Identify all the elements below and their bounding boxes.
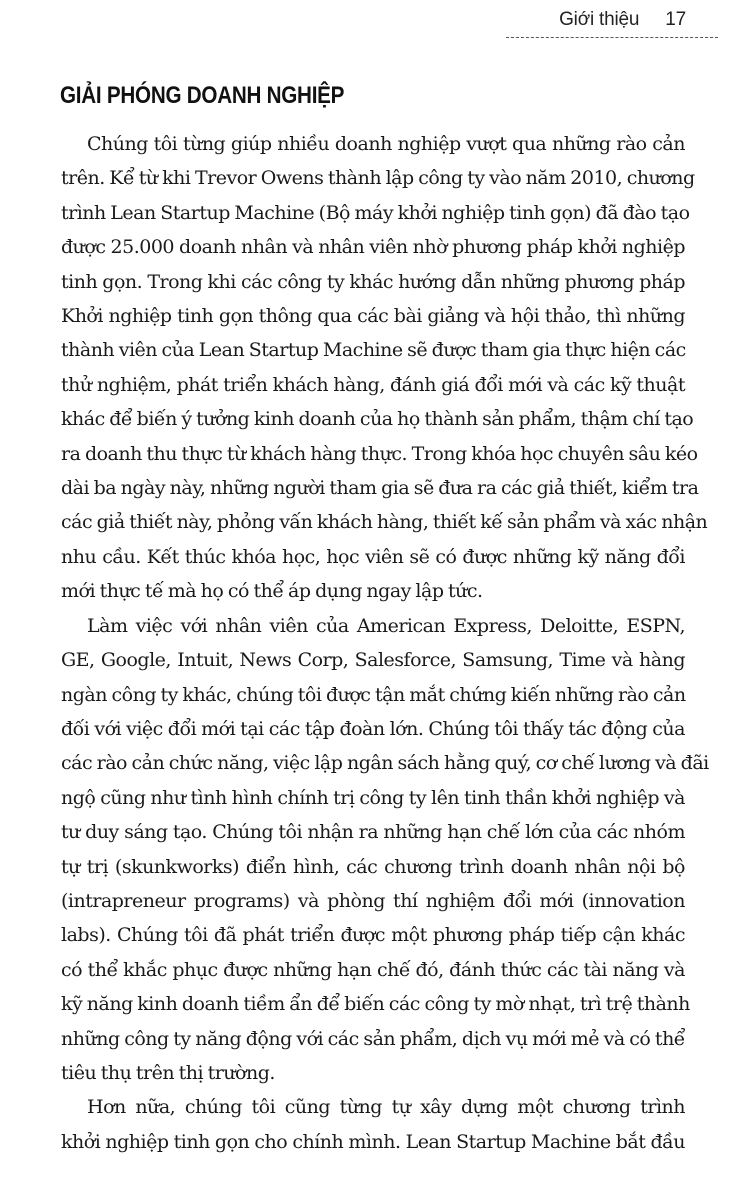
section-heading: GIẢI PHÓNG DOANH NGHIỆP	[60, 82, 345, 109]
text-line: ra doanh thu thực từ khách hàng thực. Trong khóa học chuyên sâu kéo	[61, 442, 698, 465]
text-line: được 25.000 doanh nhân và nhân viên nhờ phương pháp khởi nghiệp	[61, 236, 685, 259]
paragraph	[61, 127, 708, 609]
text-line: các rào cản chức năng, việc lập ngân sách hằng quý, cơ chế lương và đãi	[61, 752, 709, 775]
paragraph	[61, 609, 709, 1091]
text-line: những công ty năng động với các sản phẩm, dịch vụ mới mẻ và có thể	[61, 1027, 685, 1050]
text-line: có thể khắc phục được những hạn chế đó, đánh thức các tài năng và	[61, 958, 685, 981]
text-line: Khởi nghiệp tinh gọn thông qua các bài giảng và hội thảo, thì những	[61, 305, 685, 328]
text-line: khác để biến ý tưởng kinh doanh của họ thành sản phẩm, thậm chí tạo	[61, 408, 694, 431]
header-section-title: Giới thiệu	[559, 9, 640, 30]
text-line: ngộ cũng như tình hình chính trị công ty lên tinh thần khởi nghiệp và	[61, 786, 685, 809]
page-number: 17	[665, 9, 686, 30]
text-line: các giả thiết này, phỏng vấn khách hàng, thiết kế sản phẩm và xác nhận	[61, 511, 708, 534]
text-line: (intrapreneur programs) và phòng thí nghiệm đổi mới (innovation	[61, 889, 685, 912]
text-line: Làm việc với nhân viên của American Express, Deloitte, ESPN,	[87, 614, 685, 637]
text-line: mới thực tế mà họ có thể áp dụng ngay lập tức.	[61, 580, 483, 603]
text-line: trình Lean Startup Machine (Bộ máy khởi nghiệp tinh gọn) đã đào tạo	[61, 201, 690, 224]
text-line: Hơn nữa, chúng tôi cũng từng tự xây dựng một chương trình	[87, 1096, 685, 1119]
text-line: tự trị (skunkworks) điển hình, các chương trình doanh nhân nội bộ	[61, 855, 685, 878]
text-line: tiêu thụ trên thị trường.	[61, 1061, 275, 1084]
text-line: thành viên của Lean Startup Machine sẽ được tham gia thực hiện các	[61, 339, 686, 362]
text-line: kỹ năng kinh doanh tiềm ẩn để biến các công ty mờ nhạt, trì trệ thành	[61, 993, 690, 1016]
text-line: dài ba ngày này, những người tham gia sẽ đưa ra các giả thiết, kiểm tra	[61, 477, 699, 500]
text-line: đối với việc đổi mới tại các tập đoàn lớn. Chúng tôi thấy tác động của	[61, 717, 685, 740]
paragraph	[61, 1090, 685, 1159]
text-line: labs). Chúng tôi đã phát triển được một phương pháp tiếp cận khác	[61, 924, 685, 947]
text-line: GE, Google, Intuit, News Corp, Salesforce, Samsung, Time và hàng	[61, 649, 685, 672]
text-line: tinh gọn. Trong khi các công ty khác hướng dẫn những phương pháp	[61, 270, 685, 293]
header-divider	[506, 37, 718, 38]
text-line: Chúng tôi từng giúp nhiều doanh nghiệp vượt qua những rào cản	[87, 133, 685, 155]
text-line: khởi nghiệp tinh gọn cho chính mình. Lean Startup Machine bắt đầu	[61, 1130, 685, 1153]
text-line: thử nghiệm, phát triển khách hàng, đánh giá đổi mới và các kỹ thuật	[61, 373, 685, 396]
text-line: trên. Kể từ khi Trevor Owens thành lập công ty vào năm 2010, chương	[61, 167, 695, 190]
body-text	[61, 127, 709, 1159]
text-line: ngàn công ty khác, chúng tôi được tận mắt chứng kiến những rào cản	[61, 683, 686, 706]
text-line: tư duy sáng tạo. Chúng tôi nhận ra những hạn chế lớn của các nhóm	[61, 821, 685, 844]
text-line: nhu cầu. Kết thúc khóa học, học viên sẽ có được những kỹ năng đổi	[61, 545, 685, 568]
running-header	[559, 6, 686, 34]
